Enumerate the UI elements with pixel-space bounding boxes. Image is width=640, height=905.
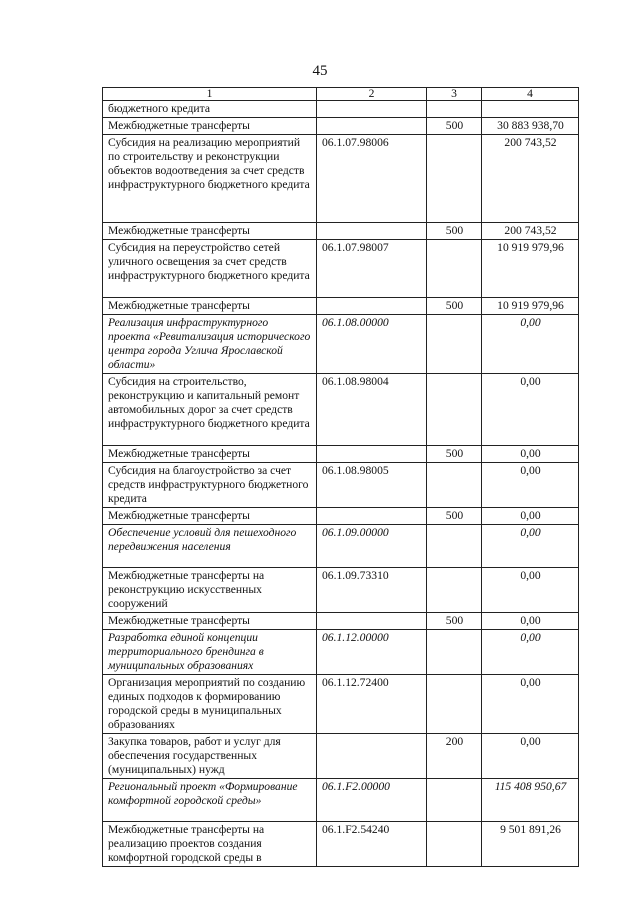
column-header-4: 4 <box>482 88 579 101</box>
row-type-cell: 200 <box>427 734 482 779</box>
row-type-cell <box>427 463 482 508</box>
table-row <box>103 298 579 315</box>
row-name-cell: Региональный проект «Формирование комфортной городской среды» <box>103 779 317 822</box>
row-name-cell: бюджетного кредита <box>103 101 317 118</box>
row-name-cell: Субсидия на благоустройство за счет средств инфраструктурного бюджетного кредита <box>103 463 317 508</box>
table-row <box>103 101 579 118</box>
row-code-cell: 06.1.08.98005 <box>317 463 427 508</box>
row-name-cell: Межбюджетные трансферты <box>103 613 317 630</box>
row-code-cell: 06.1.07.98006 <box>317 135 427 223</box>
row-type-cell <box>427 135 482 223</box>
row-type-cell <box>427 822 482 867</box>
row-code-cell <box>317 223 427 240</box>
row-code-cell: 06.1.F2.54240 <box>317 822 427 867</box>
row-amount-cell: 200 743,52 <box>482 223 579 240</box>
row-code-cell: 06.1.08.00000 <box>317 315 427 374</box>
table-row <box>103 374 579 446</box>
row-code-cell <box>317 446 427 463</box>
row-name-cell: Субсидия на строительство, реконструкцию и капитальный ремонт автомобильных дорог за счет средств инфраструктурного бюджетного кредита <box>103 374 317 446</box>
table-body <box>103 101 579 867</box>
row-type-cell <box>427 568 482 613</box>
row-amount-cell: 0,00 <box>482 446 579 463</box>
budget-table <box>102 87 579 867</box>
row-type-cell: 500 <box>427 298 482 315</box>
row-type-cell: 500 <box>427 613 482 630</box>
row-name-cell: Межбюджетные трансферты <box>103 223 317 240</box>
row-type-cell: 500 <box>427 223 482 240</box>
table-row <box>103 568 579 613</box>
table-row <box>103 613 579 630</box>
row-name-cell: Реализация инфраструктурного проекта «Ревитализация исторического центра города Углича Ярославской области» <box>103 315 317 374</box>
row-code-cell <box>317 613 427 630</box>
row-name-cell: Субсидия на переустройство сетей уличного освещения за счет средств инфраструктурного бюджетного кредита <box>103 240 317 298</box>
row-code-cell <box>317 508 427 525</box>
row-code-cell <box>317 734 427 779</box>
row-type-cell <box>427 101 482 118</box>
row-type-cell <box>427 525 482 568</box>
row-amount-cell: 0,00 <box>482 734 579 779</box>
row-code-cell: 06.1.08.98004 <box>317 374 427 446</box>
row-type-cell <box>427 630 482 675</box>
row-type-cell: 500 <box>427 446 482 463</box>
row-name-cell: Межбюджетные трансферты на реконструкцию искусственных сооружений <box>103 568 317 613</box>
row-amount-cell: 0,00 <box>482 568 579 613</box>
row-name-cell: Организация мероприятий по созданию единых подходов к формированию городской среды в муниципальных образованиях <box>103 675 317 734</box>
row-amount-cell: 0,00 <box>482 463 579 508</box>
row-name-cell: Межбюджетные трансферты <box>103 508 317 525</box>
row-name-cell: Межбюджетные трансферты <box>103 118 317 135</box>
table-row <box>103 508 579 525</box>
row-amount-cell: 0,00 <box>482 675 579 734</box>
table-row <box>103 446 579 463</box>
row-code-cell: 06.1.12.72400 <box>317 675 427 734</box>
row-name-cell: Межбюджетные трансферты <box>103 446 317 463</box>
table-row <box>103 223 579 240</box>
table-row <box>103 675 579 734</box>
column-header-1: 1 <box>103 88 317 101</box>
row-name-cell: Закупка товаров, работ и услуг для обеспечения государственных (муниципальных) нужд <box>103 734 317 779</box>
table-row <box>103 525 579 568</box>
page-number: 45 <box>312 63 328 79</box>
row-name-cell: Межбюджетные трансферты <box>103 298 317 315</box>
row-type-cell <box>427 675 482 734</box>
row-type-cell <box>427 779 482 822</box>
row-amount-cell: 0,00 <box>482 630 579 675</box>
table-row <box>103 463 579 508</box>
row-code-cell: 06.1.09.73310 <box>317 568 427 613</box>
table-row <box>103 315 579 374</box>
row-code-cell: 06.1.07.98007 <box>317 240 427 298</box>
row-type-cell: 500 <box>427 118 482 135</box>
row-amount-cell: 200 743,52 <box>482 135 579 223</box>
row-code-cell: 06.1.F2.00000 <box>317 779 427 822</box>
row-amount-cell: 0,00 <box>482 508 579 525</box>
row-amount-cell: 30 883 938,70 <box>482 118 579 135</box>
row-type-cell <box>427 315 482 374</box>
table-header-row <box>103 88 579 101</box>
table-row <box>103 118 579 135</box>
row-amount-cell: 0,00 <box>482 525 579 568</box>
row-name-cell: Обеспечение условий для пешеходного передвижения населения <box>103 525 317 568</box>
row-code-cell <box>317 118 427 135</box>
row-code-cell <box>317 298 427 315</box>
row-amount-cell: 0,00 <box>482 315 579 374</box>
row-amount-cell: 10 919 979,96 <box>482 298 579 315</box>
row-type-cell <box>427 374 482 446</box>
column-header-2: 2 <box>317 88 427 101</box>
row-name-cell: Разработка единой концепции территориального брендинга в муниципальных образованиях <box>103 630 317 675</box>
row-code-cell: 06.1.12.00000 <box>317 630 427 675</box>
row-amount-cell: 0,00 <box>482 374 579 446</box>
row-amount-cell: 10 919 979,96 <box>482 240 579 298</box>
table-row <box>103 779 579 822</box>
row-type-cell: 500 <box>427 508 482 525</box>
row-amount-cell: 9 501 891,26 <box>482 822 579 867</box>
table-row <box>103 240 579 298</box>
table-row <box>103 630 579 675</box>
row-amount-cell <box>482 101 579 118</box>
row-name-cell: Субсидия на реализацию мероприятий по строительству и реконструкции объектов водоотведения за счет средств инфраструктурного бюджетного кредита <box>103 135 317 223</box>
row-amount-cell: 0,00 <box>482 613 579 630</box>
row-code-cell: 06.1.09.00000 <box>317 525 427 568</box>
table-row <box>103 822 579 867</box>
row-name-cell: Межбюджетные трансферты на реализацию проектов создания комфортной городской среды в <box>103 822 317 867</box>
table-row <box>103 135 579 223</box>
row-code-cell <box>317 101 427 118</box>
row-type-cell <box>427 240 482 298</box>
table-row <box>103 734 579 779</box>
column-header-3: 3 <box>427 88 482 101</box>
row-amount-cell: 115 408 950,67 <box>482 779 579 822</box>
